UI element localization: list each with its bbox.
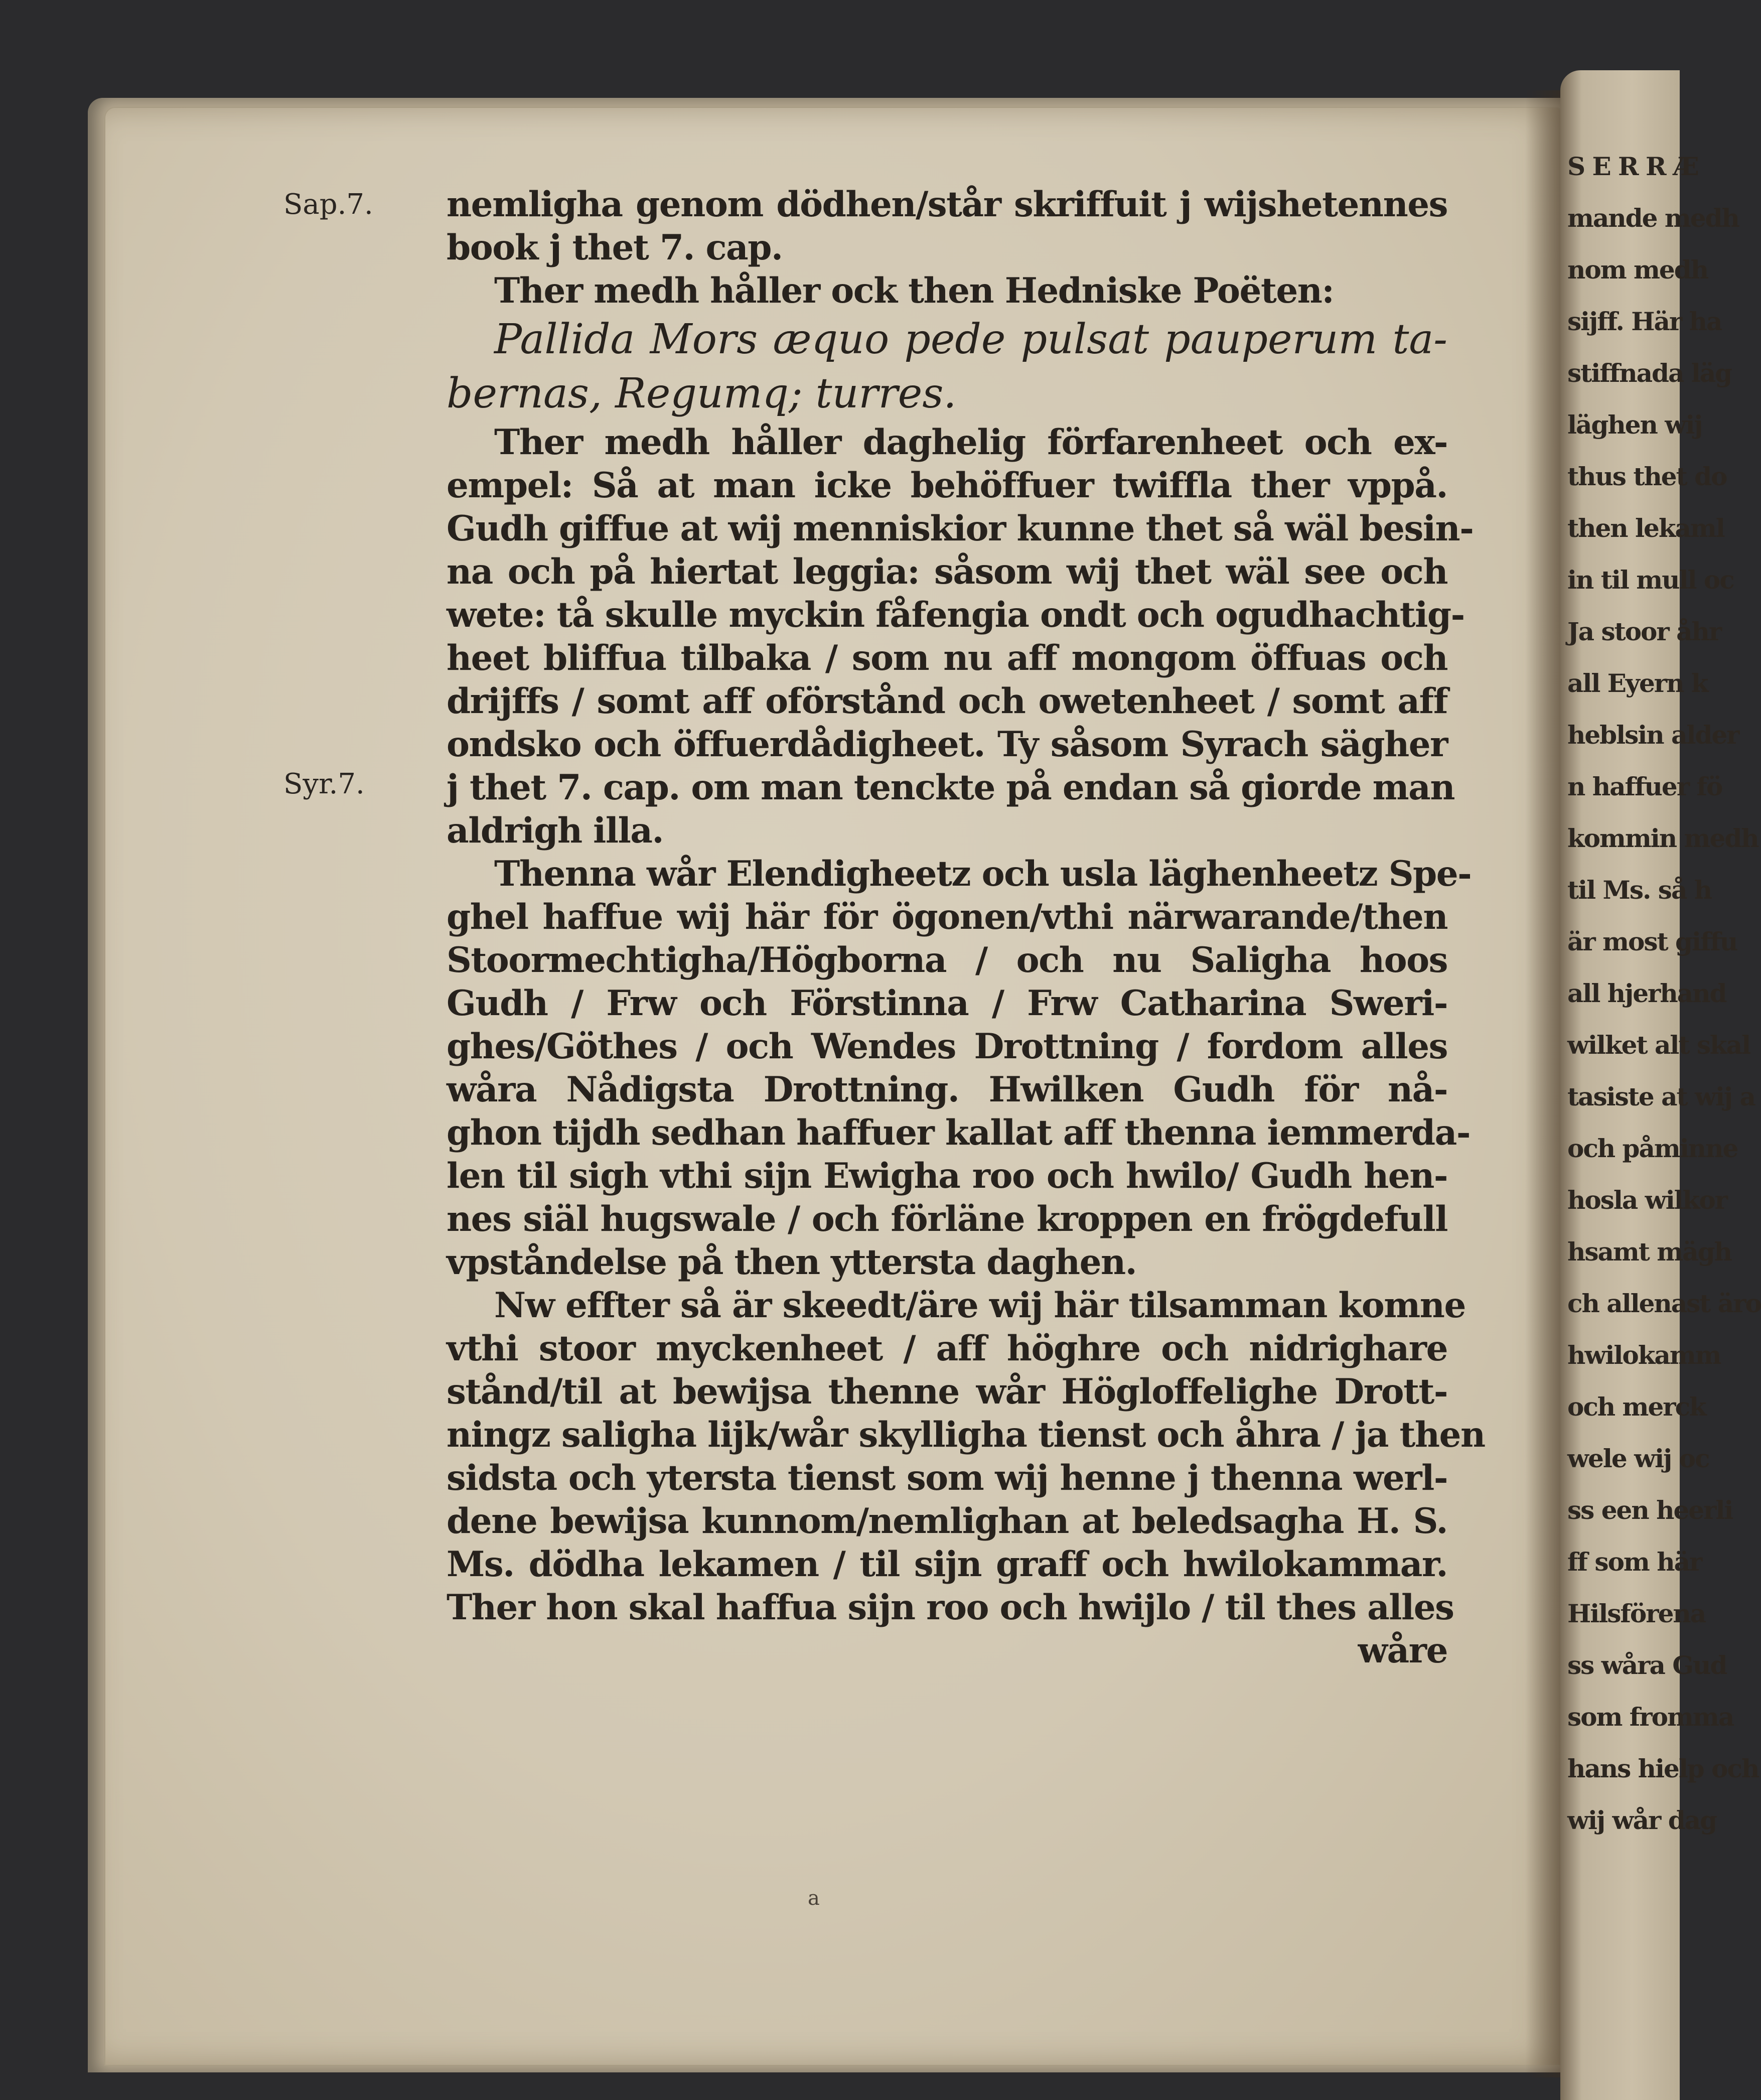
facing-page-line: wilket alt skal xyxy=(1567,1030,1750,1060)
text-line: len til sigh vthi sijn Ewigha roo och hwilo/ Gudh hen- xyxy=(447,1156,1447,1196)
facing-page-line: hwilokamm xyxy=(1567,1340,1721,1370)
catchword: wåre xyxy=(1358,1630,1447,1671)
facing-page-line: hans hielp och xyxy=(1567,1754,1759,1783)
text-line: vthi stoor myckenheet / aff höghre och nidrighare xyxy=(447,1328,1447,1369)
margin-note-syr: Syr.7. xyxy=(283,768,365,800)
text-line: book j thet 7. cap. xyxy=(447,227,783,268)
facing-page-line: all hjerhand xyxy=(1567,978,1726,1008)
text-line: ghes/Göthes / och Wendes Drottning / fordom alles xyxy=(447,1026,1447,1067)
facing-page-line: läghen wij xyxy=(1567,410,1702,440)
facing-page-line: hosla wilkor xyxy=(1567,1185,1727,1215)
facing-page-line: til Ms. så h xyxy=(1567,875,1712,905)
text-line: drijffs / somt aff oförstånd och owetenheet / somt aff xyxy=(447,681,1447,722)
text-line: Gudh / Frw och Förstinna / Frw Catharina Sweri- xyxy=(447,983,1447,1024)
facing-page-line: all Eyern k xyxy=(1567,668,1708,698)
text-line: Ther medh håller ock then Hedniske Poëten: xyxy=(494,270,1334,311)
text-line: Ms. dödha lekamen / til sijn graff och hwilokammar. xyxy=(447,1544,1447,1585)
text-line: vpståndelse på then yttersta daghen. xyxy=(447,1242,1137,1283)
facing-page-line: och merck xyxy=(1567,1392,1706,1422)
text-line: stånd/til at bewijsa thenne wår Högloffelighe Drott- xyxy=(447,1371,1447,1412)
text-line: Thenna wår Elendigheetz och usla läghenheetz Spe- xyxy=(494,854,1472,894)
text-line: na och på hiertat leggia: såsom wij thet wäl see och xyxy=(447,551,1447,592)
text-line: nes siäl hugswale / och förläne kroppen en frögdefull xyxy=(447,1199,1447,1239)
margin-note-sap: Sap.7. xyxy=(283,188,373,221)
text-line: j thet 7. cap. om man tenckte på endan så giorde man xyxy=(447,767,1455,808)
text-line: ondsko och öffuerdådigheet. Ty såsom Syrach sägher xyxy=(447,724,1447,765)
text-line: nemligha genom dödhen/står skriffuit j wijshetennes xyxy=(447,184,1447,225)
facing-page-line: then lekaml xyxy=(1567,513,1724,543)
facing-page-line: S E R R Æ xyxy=(1567,152,1698,181)
facing-page-line: som fromma xyxy=(1567,1702,1734,1732)
text-line: ningz saligha lijk/wår skylligha tienst och åhra / ja then xyxy=(447,1415,1485,1455)
facing-page-line: och påminne xyxy=(1567,1134,1738,1163)
text-line: Ther hon skal haffua sijn roo och hwijlo / til thes alles xyxy=(447,1587,1454,1628)
facing-page-line: kommin medh xyxy=(1567,823,1758,853)
facing-page-line: hsamt mägh xyxy=(1567,1237,1731,1267)
text-line: wete: tå skulle myckin fåfengia ondt och ogudhachtig- xyxy=(447,595,1464,635)
text-line: Stoormechtigha/Högborna / och nu Saligha hoos xyxy=(447,940,1447,981)
text-line: Ther medh håller daghelig förfarenheet och ex- xyxy=(494,422,1447,463)
text-line: aldrigh illa. xyxy=(447,810,664,851)
text-line: empel: Så at man icke behöffuer twiffla ther vppå. xyxy=(447,465,1447,506)
facing-page-line: thus thet do xyxy=(1567,462,1727,491)
facing-page-line: ff som här xyxy=(1567,1547,1702,1577)
facing-page-line: n haffuer fö xyxy=(1567,772,1722,801)
text-line: wåra Nådigsta Drottning. Hwilken Gudh för nå- xyxy=(447,1069,1447,1110)
text-line: ghel haffue wij här för ögonen/vthi närwarande/then xyxy=(447,897,1447,937)
facing-page-line: wele wij oc xyxy=(1567,1444,1709,1473)
facing-page-line: in til mull oc xyxy=(1567,565,1734,595)
text-line: Nw effter så är skeedt/äre wij här tilsamman komne xyxy=(494,1285,1465,1326)
facing-page-line: Ja stoor åhr xyxy=(1567,617,1721,646)
latin-quote-line: bernas, Regumq; turres. xyxy=(447,370,957,417)
facing-page-line: är most giffu xyxy=(1567,927,1737,956)
facing-page-fragment xyxy=(1560,70,1761,2100)
facing-page-line: ch allenast äro xyxy=(1567,1289,1761,1318)
facing-page-line: Hilsförena xyxy=(1567,1599,1706,1628)
book-gutter xyxy=(1525,90,1565,2077)
facing-page-line: nom medh xyxy=(1567,255,1708,285)
text-line: sidsta och ytersta tienst som wij henne j thenna werl- xyxy=(447,1458,1447,1498)
facing-page-line: wij wår dag xyxy=(1567,1805,1717,1835)
text-line: Gudh giffue at wij menniskior kunne thet så wäl besin- xyxy=(447,508,1474,549)
facing-page-line: sijff. Här ha xyxy=(1567,307,1722,336)
text-line: ghon tijdh sedhan haffuer kallat aff thenna iemmerda- xyxy=(447,1112,1470,1153)
main-text xyxy=(447,183,1485,1672)
facing-page-line: tasiste at wij a xyxy=(1567,1082,1755,1111)
facing-page-line: ss een heerli xyxy=(1567,1495,1733,1525)
facing-page-line: mande medh xyxy=(1567,203,1739,233)
facing-page-line: heblsin alder xyxy=(1567,720,1739,750)
latin-quote-line: Pallida Mors æquo pede pulsat pauperum ta- xyxy=(494,316,1447,363)
text-line: dene bewijsa kunnom/nemlighan at beledsagha H. S. xyxy=(447,1501,1447,1542)
facing-page-line: stiffnada läg xyxy=(1567,358,1732,388)
text-line: heet bliffua tilbaka / som nu aff mongom öffuas och xyxy=(447,638,1447,678)
signature-mark: a xyxy=(808,1887,820,1910)
facing-page-line: ss wåra Gud xyxy=(1567,1650,1727,1680)
